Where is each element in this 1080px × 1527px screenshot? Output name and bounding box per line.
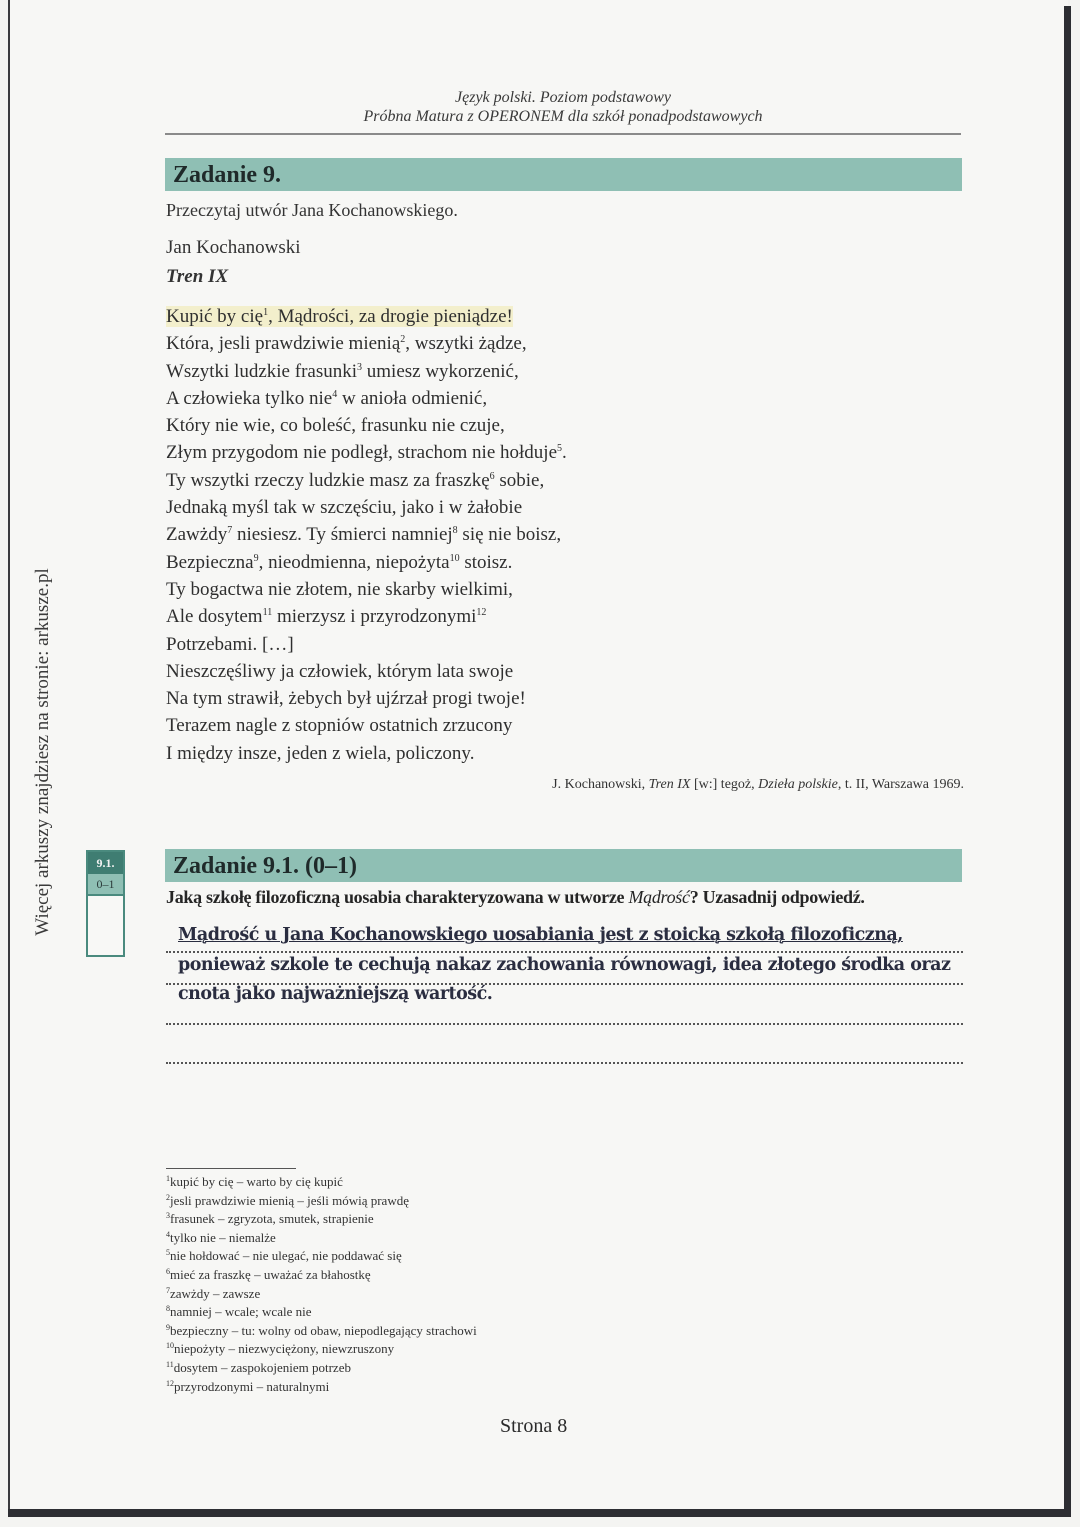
poem-line: Kupić by cię$^1$, Mądrości, za drogie pieniądze! (166, 306, 513, 327)
footnote: $^6$mieć za fraszkę – uważać za błahostkę (166, 1266, 371, 1282)
poem-line: Która, jesli prawdziwie mienią$^2$, wszytki żądze, (166, 333, 527, 355)
footnote: $^2$jesli prawdziwie mienią – jeśli mówią prawdę (166, 1192, 409, 1208)
poem-line: Nieszczęśliwy ja człowiek, którym lata swoje (166, 660, 514, 682)
poem-text (166, 303, 567, 767)
poem-source: J. Kochanowski, Tren IX [w:] tegoż, Dzieła polskie, t. II, Warszawa 1969. (552, 777, 964, 792)
score-task-id: 9.1. (88, 852, 123, 874)
poem-line: Ty wszytki rzeczy ludzkie masz za fraszkę$^6$ sobie, (166, 469, 545, 491)
answer-line-1: Mądrość u Jana Kochanowskiego uosabiania jest z stoicką szkołą filozoficzną, (178, 925, 903, 945)
header-subject: Język polski. Poziom podstawowy (455, 89, 671, 106)
footnote: $^8$namniej – wcale; wcale nie (166, 1304, 312, 1320)
poem-author: Jan Kochanowski (166, 237, 301, 258)
footnote: $^{11}$dosytem – zaspokojeniem potrzeb (166, 1359, 351, 1375)
poem-line: Bezpieczna$^9$, nieodmienna, niepożyta$^{10}$ stoisz. (166, 551, 513, 573)
header-divider (165, 133, 961, 135)
score-box (86, 850, 125, 957)
footnote-divider (166, 1168, 296, 1169)
poem-title: Tren IX (166, 266, 229, 287)
header-exam: Próbna Matura z OPERONEM dla szkół ponadpodstawowych (363, 108, 763, 125)
task-9-heading: Zadanie 9. (165, 158, 962, 191)
answer-dotted-line[interactable] (166, 1023, 963, 1025)
scan-edge-bottom (8, 1509, 1071, 1517)
footnote: $^1$kupić by cię – warto by cię kupić (166, 1174, 343, 1189)
poem-line: Wszytki ludzkie frasunki$^3$ umiesz wykorzenić, (166, 360, 519, 382)
poem-line: A człowieka tylko nie$^4$ w anioła odmienić, (166, 387, 488, 409)
answer-dotted-line[interactable] (166, 1062, 963, 1064)
poem-line: Na tym strawił, żebych był ujźrzał progi twoje! (166, 688, 526, 710)
answer-line-2: ponieważ szkole te cechują nakaz zachowania równowagi, idea złotego środka oraz (178, 955, 951, 975)
footnotes (166, 1173, 477, 1396)
poem-line: Zawżdy$^7$ niesiesz. Ty śmierci namniej$^8$ się nie boisz, (166, 524, 562, 546)
task-9-1-heading: Zadanie 9.1. (0–1) (165, 849, 962, 882)
poem-line: Potrzebami. […] (166, 633, 294, 655)
page-header (165, 88, 961, 126)
poem-line: I między insze, jeden z wiela, policzony. (166, 742, 475, 764)
footnote: $^{12}$przyrodzonymi – naturalnymi (166, 1378, 330, 1394)
footnote: $^4$tylko nie – niemalże (166, 1229, 276, 1245)
poem-line: Terazem nagle z stopniów ostatnich zrzucony (166, 715, 513, 737)
footnote: $^{10}$niepożyty – niezwyciężony, niewzruszony (166, 1341, 395, 1357)
scan-edge-right (1064, 6, 1071, 1520)
scan-margin-bottom (0, 1517, 1080, 1527)
footnote: $^7$zawżdy – zawsze (166, 1285, 261, 1301)
footnote: $^5$nie hołdować – nie ulegać, nie poddawać się (166, 1248, 402, 1264)
poem-line: Złym przygodom nie podległ, strachom nie hołduje$^5$. (166, 442, 567, 464)
footnote: $^9$bezpieczny – tu: wolny od obaw, niepodlegający strachowi (166, 1322, 477, 1338)
task-9-1-question: Jaką szkołę filozoficzną uosabia charakteryzowana w utworze Mądrość? Uzasadnij odpowiedź. (166, 887, 865, 907)
score-points: 0–1 (88, 874, 123, 896)
footnote: $^3$frasunek – zgryzota, smutek, strapienie (166, 1211, 374, 1227)
poem-line: Jednaką myśl tak w szczęściu, jako i w żałobie (166, 497, 523, 519)
poem-line: Który nie wie, co boleść, frasunku nie czuje, (166, 415, 505, 437)
answer-dotted-line[interactable] (166, 951, 963, 953)
answer-line-3: cnota jako najważniejszą wartość. (178, 984, 493, 1004)
side-note: Więcej arkuszy znajdziesz na stronie: arkusze.pl (32, 568, 53, 936)
task-9-intro: Przeczytaj utwór Jana Kochanowskiego. (166, 200, 458, 220)
page-number: Strona 8 (500, 1415, 568, 1437)
poem-line: Ale dosytem$^{11}$ mierzysz i przyrodzonymi$^{12}$ (166, 606, 487, 628)
poem-line: Ty bogactwa nie złotem, nie skarby wielkimi, (166, 578, 513, 600)
